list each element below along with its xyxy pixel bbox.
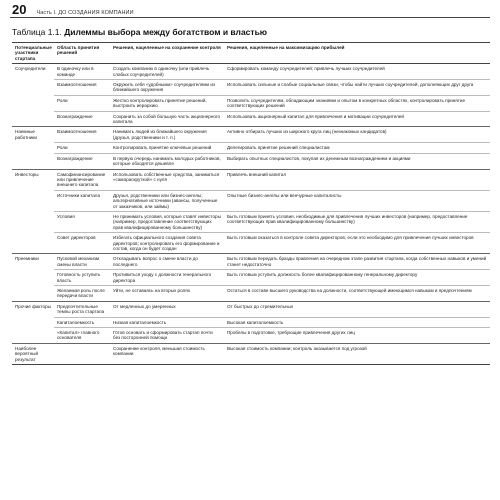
area-cell: Взаимоотношения xyxy=(54,80,110,96)
control-decision-cell: Уйти, не оставаясь на вторых ролях xyxy=(110,286,224,302)
area-cell: Вознаграждение xyxy=(54,111,110,127)
profit-decision-cell: Выбирать опытных специалистов, покупая их денежным вознаграждением и акциями xyxy=(224,153,490,169)
header-rule xyxy=(10,17,490,18)
table-row xyxy=(12,127,490,143)
table-row xyxy=(12,233,490,254)
table-row xyxy=(12,111,490,127)
control-decision-cell: Друзья, родственники или бизнес-ангелы; альтернативные источники (авансы, полученные от заказчиков, или займы) xyxy=(110,190,224,211)
control-decision-cell: Использовать собственные средства, заниматься «самораскруткой» с нуля xyxy=(110,169,224,190)
area-cell: Предпочтительные темпы роста стартапа xyxy=(54,301,110,317)
control-decision-cell: От медленных до умеренных xyxy=(110,301,224,317)
control-decision-cell: Откладывать вопрос о смене власти до последнего xyxy=(110,254,224,270)
participant-cell: Прочие факторы xyxy=(12,301,54,343)
participant-cell: Инвесторы xyxy=(12,169,54,254)
dilemma-table xyxy=(12,42,490,365)
area-cell: Роли xyxy=(54,95,110,111)
table-row xyxy=(12,143,490,153)
area-cell: Роли xyxy=(54,143,110,153)
control-decision-cell: Противиться уходу с должности генерального директора xyxy=(110,270,224,286)
control-decision-cell: Создать компанию в одиночку (или привлечь слабых соучредителей) xyxy=(110,64,224,80)
profit-decision-cell: Позволить соучредителям, обладающим знаниями и опытом в конкретных областях, контролировать принятие соответствующих решений xyxy=(224,95,490,111)
profit-decision-cell: Быть готовым уступить должность более квалифицированному генеральному директору xyxy=(224,270,490,286)
profit-decision-cell: Быть готовым передать бразды правления на очередном этапе развития стартапа, когда собственных навыков и умений станет недостаточно xyxy=(224,254,490,270)
column-header-area: Область принятия решений xyxy=(54,43,110,64)
control-decision-cell: Сохранить за собой большую часть акционерного капитала xyxy=(110,111,224,127)
profit-decision-cell: Опытные бизнес-ангелы или венчурные капиталисты xyxy=(224,190,490,211)
participant-cell: Наиболее вероятный результат xyxy=(12,343,54,364)
table-row xyxy=(12,80,490,96)
area-cell: Пусковой механизм смены власти xyxy=(54,254,110,270)
control-decision-cell: Не принимать условия, которые ставят инвесторы (например, предоставление соответствующих прав квалифицированному большинству) xyxy=(110,211,224,232)
control-decision-cell: В первую очередь нанимать молодых работников, которые обходятся дешевле xyxy=(110,153,224,169)
area-cell: Готовность уступить власть xyxy=(54,270,110,286)
profit-decision-cell: Делегировать принятие решений специалистам xyxy=(224,143,490,153)
area-cell: Совет директоров xyxy=(54,233,110,254)
area-cell: Источники капитала xyxy=(54,190,110,211)
area-cell: Капиталоемкость xyxy=(54,317,110,327)
profit-decision-cell: Остаться в составе высшего руководства на должности, соответствующей имеющимся навыкам и предпочтениям xyxy=(224,286,490,302)
area-cell: Вознаграждение xyxy=(54,153,110,169)
profit-decision-cell: Использовать сильные и слабые социальные связи, чтобы найти лучших соучредителей, дополняющих друг друга xyxy=(224,80,490,96)
table-number: Таблица 1.1. xyxy=(12,27,62,37)
profit-decision-cell: Привлечь внешний капитал xyxy=(224,169,490,190)
page-number: 20 xyxy=(12,2,27,17)
profit-decision-cell: Быть готовым принять условия, необходимые для привлечения лучших инвесторов (например, предоставление соответствующих прав квалифицированному большинству) xyxy=(224,211,490,232)
participant-cell: Преемники xyxy=(12,254,54,301)
area-cell: Условия xyxy=(54,211,110,232)
control-decision-cell: Жестко контролировать принятие решений, выстроить иерархию xyxy=(110,95,224,111)
table-row xyxy=(12,343,490,364)
table-row xyxy=(12,328,490,344)
participant-cell: Соучредители xyxy=(12,64,54,127)
area-cell: Желаемая роль после передачи власти xyxy=(54,286,110,302)
area-cell: Взаимоотношения xyxy=(54,127,110,143)
column-header-profit: Решения, нацеленные на максимизацию прибылей xyxy=(224,43,490,64)
control-decision-cell: Нанимать людей из ближайшего окружения (друзья, родственники и т. п.) xyxy=(110,127,224,143)
table-row xyxy=(12,64,490,80)
control-decision-cell: Готов основать и сформировать стартап почти без посторонней помощи xyxy=(110,328,224,344)
table-row xyxy=(12,153,490,169)
table-row xyxy=(12,190,490,211)
table-row xyxy=(12,270,490,286)
table-row xyxy=(12,211,490,232)
table-row xyxy=(12,301,490,317)
chapter-title: Часть I. ДО СОЗДАНИЯ КОМПАНИИ xyxy=(36,10,134,16)
control-decision-cell: Низкая капиталоемкость xyxy=(110,317,224,327)
table-title: Дилеммы выбора между богатством и властью xyxy=(64,27,268,37)
running-header xyxy=(12,2,134,18)
control-decision-cell: Сохранение контроля, меньшая стоимость компании xyxy=(110,343,224,364)
table-caption xyxy=(12,27,267,37)
profit-decision-cell: Сформировать команду соучредителей; привлечь лучших соучредителей xyxy=(224,64,490,80)
participant-cell: Наемные работники xyxy=(12,127,54,169)
profit-decision-cell: Быть готовым оказаться в контроле совета директоров, если это необходимо для привлечения лучших инвесторов xyxy=(224,233,490,254)
column-header-participants: Потенциальные участники стартапа xyxy=(12,43,54,64)
area-cell: Самофинансирование или привлечение внешнего капитала xyxy=(54,169,110,190)
area-cell xyxy=(54,343,110,364)
profit-decision-cell: Высокая капиталоемкость xyxy=(224,317,490,327)
table-body xyxy=(12,64,490,365)
table-row xyxy=(12,286,490,302)
table-row xyxy=(12,169,490,190)
profit-decision-cell: От быстрых до стремительных xyxy=(224,301,490,317)
table-row xyxy=(12,317,490,327)
profit-decision-cell: Активно отбирать лучших из широкого круга лиц (незнакомых кандидатов) xyxy=(224,127,490,143)
table-row xyxy=(12,95,490,111)
area-cell: В одиночку или в команде xyxy=(54,64,110,80)
area-cell: «Капитал» главного основателя xyxy=(54,328,110,344)
column-header-control: Решения, нацеленные на сохранение контроля xyxy=(110,43,224,64)
profit-decision-cell: Пробелы в подготовке, требующие привлечения других лиц xyxy=(224,328,490,344)
table-header-row xyxy=(12,43,490,64)
control-decision-cell: Окружить себя «удобными» соучредителями из ближайшего окружения xyxy=(110,80,224,96)
profit-decision-cell: Высокая стоимость компании; контроль оказывается под угрозой xyxy=(224,343,490,364)
table-row xyxy=(12,254,490,270)
control-decision-cell: Избегать официального создания совета директоров; контролировать его формирование и состав, когда он будет создан xyxy=(110,233,224,254)
control-decision-cell: Контролировать принятие ключевых решений xyxy=(110,143,224,153)
profit-decision-cell: Использовать акционерный капитал для привлечения и мотивации соучредителей xyxy=(224,111,490,127)
